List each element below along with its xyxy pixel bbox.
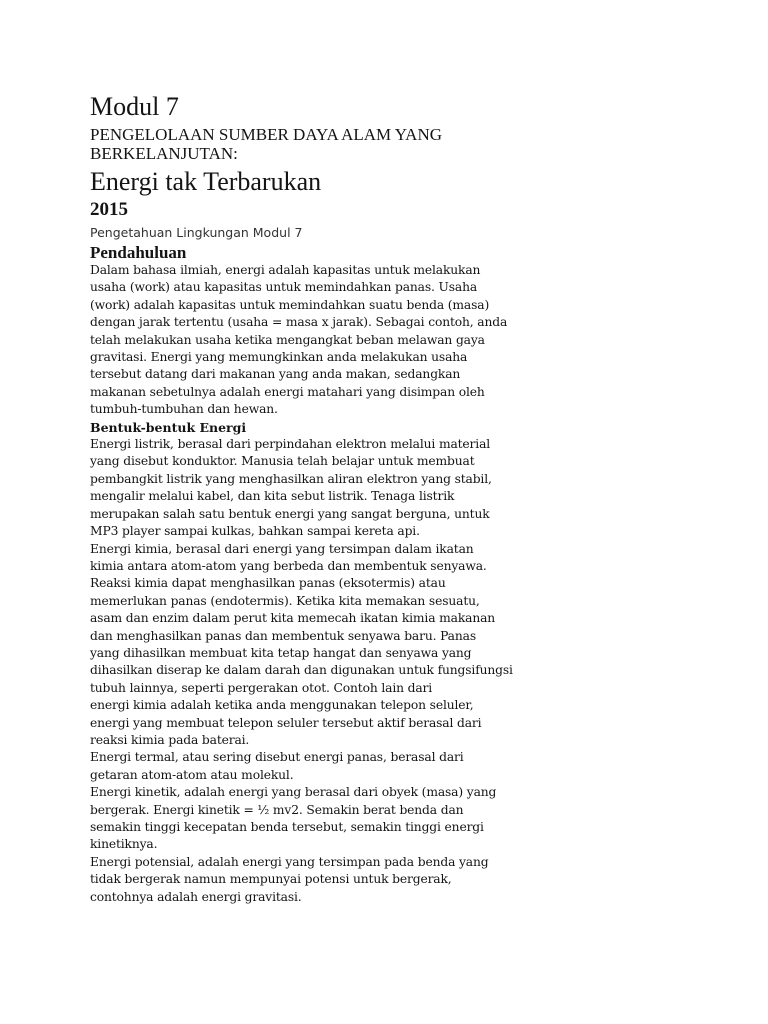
text-line: tidak bergerak namun mempunyai potensi untuk bergerak,	[90, 872, 452, 887]
subtitle-line: BERKELANJUTAN:	[90, 144, 238, 163]
text-line: dan menghasilkan panas dan membentuk senyawa baru. Panas	[90, 628, 476, 643]
text-line: dengan jarak tertentu (usaha = masa x jarak). Sebagai contoh, anda	[90, 315, 508, 330]
subtitle-line: PENGELOLAAN SUMBER DAYA ALAM YANG	[90, 125, 442, 144]
text-line: Energi kimia, berasal dari energi yang tersimpan dalam ikatan	[90, 541, 474, 556]
text-line: energi kimia adalah ketika anda menggunakan telepon seluler,	[90, 698, 474, 713]
text-line: MP3 player sampai kulkas, bahkan sampai kereta api.	[90, 524, 420, 539]
text-line: pembangkit listrik yang menghasilkan aliran elektron yang stabil,	[90, 471, 492, 486]
chemical-energy-paragraph	[90, 541, 520, 750]
text-line: tumbuh-tumbuhan dan hewan.	[90, 402, 278, 417]
potential-energy-paragraph	[90, 854, 520, 906]
text-line: tubuh lainnya, seperti pergerakan otot. Contoh lain dari	[90, 680, 433, 695]
electric-energy-paragraph	[90, 436, 520, 540]
text-line: yang disebut konduktor. Manusia telah belajar untuk membuat	[90, 454, 475, 469]
thermal-energy-paragraph	[90, 749, 520, 784]
text-line: Energi kinetik, adalah energi yang berasal dari obyek (masa) yang	[90, 785, 497, 800]
text-line: bergerak. Energi kinetik = ½ mv2. Semakin berat benda dan	[90, 802, 464, 817]
document-page	[90, 92, 520, 906]
text-line: Dalam bahasa ilmiah, energi adalah kapasitas untuk melakukan	[90, 263, 481, 277]
text-line: memerlukan panas (endotermis). Ketika kita memakan sesuatu,	[90, 593, 480, 608]
course-name: Pengetahuan Lingkungan Modul 7	[90, 225, 303, 240]
text-line: gravitasi. Energi yang memungkinkan anda melakukan usaha	[90, 350, 468, 365]
text-line: asam dan enzim dalam perut kita memecah ikatan kimia makanan	[90, 611, 496, 626]
module-subtitle	[90, 125, 520, 163]
text-line: usaha (work) atau kapasitas untuk memindahkan panas. Usaha	[90, 280, 478, 295]
text-line: makanan sebetulnya adalah energi matahari yang disimpan oleh	[90, 384, 485, 399]
text-line: Energi termal, atau sering disebut energi panas, berasal dari	[90, 750, 464, 765]
text-line: telah melakukan usaha ketika mengangkat beban melawan gaya	[90, 332, 485, 347]
text-line: contohnya adalah energi gravitasi.	[90, 889, 302, 904]
intro-paragraph	[90, 262, 520, 419]
text-line: Reaksi kimia dapat menghasilkan panas (eksotermis) atau	[90, 576, 446, 591]
text-line: energi yang membuat telepon seluler tersebut aktif berasal dari	[90, 715, 482, 730]
module-title: Modul 7	[90, 92, 179, 121]
text-line: kinetiknya.	[90, 837, 158, 852]
text-line: merupakan salah satu bentuk energi yang sangat berguna, untuk	[90, 506, 490, 521]
forms-heading: Bentuk-bentuk Energi	[90, 419, 247, 435]
topic-title: Energi tak Terbarukan	[90, 167, 322, 196]
text-line: dihasilkan diserap ke dalam darah dan digunakan untuk fungsifungsi	[90, 663, 513, 678]
text-line: tersebut datang dari makanan yang anda makan, sedangkan	[90, 367, 461, 382]
text-line: Energi listrik, berasal dari perpindahan elektron melalui material	[90, 437, 491, 452]
year: 2015	[90, 199, 128, 220]
text-line: (work) adalah kapasitas untuk memindahkan suatu benda (masa)	[90, 297, 490, 312]
text-line: semakin tinggi kecepatan benda tersebut, semakin tinggi energi	[90, 820, 484, 834]
kinetic-energy-paragraph	[90, 784, 520, 854]
intro-heading: Pendahuluan	[90, 243, 187, 262]
text-line: reaksi kimia pada baterai.	[90, 732, 250, 747]
text-line: Energi potensial, adalah energi yang tersimpan pada benda yang	[90, 854, 489, 869]
text-line: getaran atom-atom atau molekul.	[90, 767, 294, 782]
text-line: kimia antara atom-atom yang berbeda dan membentuk senyawa.	[90, 558, 487, 573]
text-line: mengalir melalui kabel, dan kita sebut listrik. Tenaga listrik	[90, 489, 455, 504]
text-line: yang dihasilkan membuat kita tetap hangat dan senyawa yang	[90, 645, 472, 660]
